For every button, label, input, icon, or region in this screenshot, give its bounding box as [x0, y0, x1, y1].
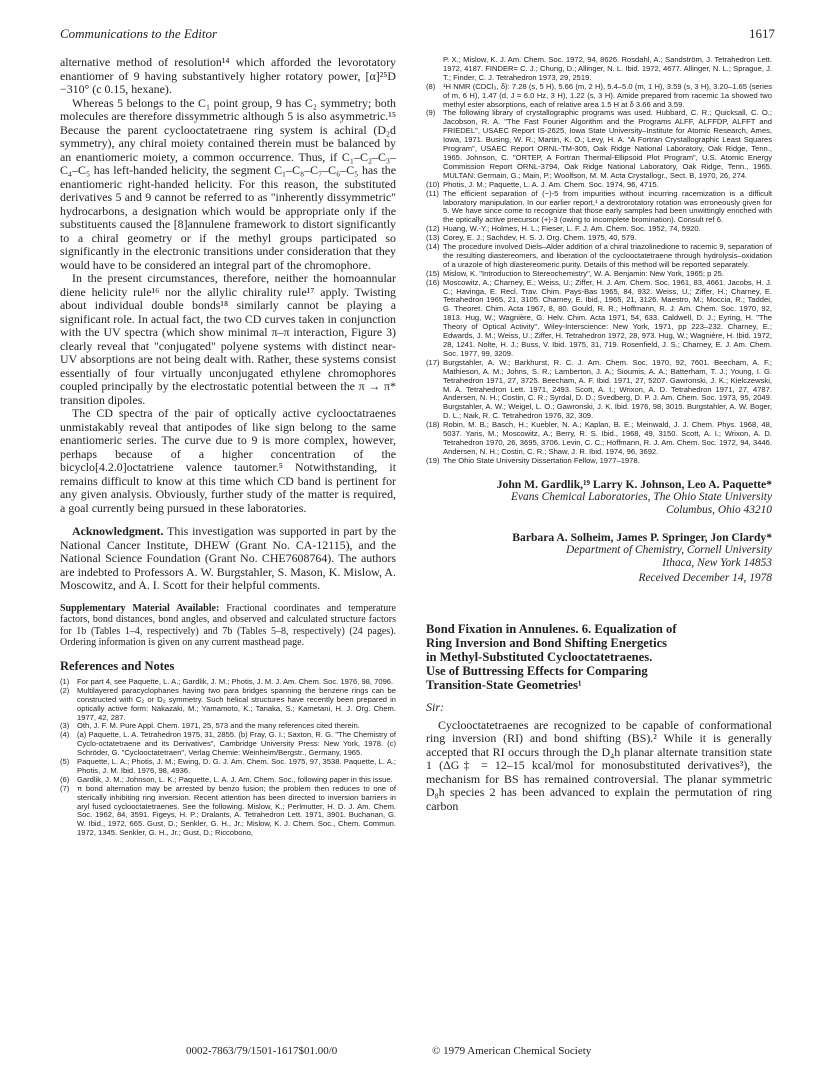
- received-date: Received December 14, 1978: [638, 571, 772, 584]
- article-code: 0002-7863/79/1501-1617$01.00/0: [186, 1045, 338, 1057]
- acknowledgment-text: This investigation was supported in part by the National Cancer Institute, DHEW (Grant No. CA-12115), and the National Science Foundation (Grant No. CHE7608764). The authors are indebted to Professors A. W. Burgstahler, S. Mason, K. Mislow, A. Moscowitz, and A. I. Scott for their helpful comments.: [60, 524, 396, 592]
- reference-text: Paquette, L. A.; Photis, J. M.; Ewing, D. G. J. Am. Chem. Soc. 1975, 97, 3538. Paquette, L. A.; Photis, J. M. Ibid. 1976, 98, 4936.: [77, 757, 396, 775]
- salutation: Sir:: [426, 699, 444, 714]
- right-column: [426, 56, 772, 813]
- reference-item: [426, 109, 772, 180]
- reference-item: [60, 687, 396, 723]
- author-block: [426, 478, 772, 584]
- reference-item: [426, 421, 772, 457]
- affiliation-1-line-2: Columbus, Ohio 43210: [665, 503, 772, 516]
- reference-number: (6): [60, 774, 70, 784]
- reference-item: [60, 731, 396, 758]
- body-paragraph: In the present circumstances, therefore, neither the homoannular diene helicity rule¹⁶ nor the allylic chirality rule¹⁷ apply. Twisting about individual double bonds¹⁸ similarly cannot be playing a significant role. In actual fact, the two CD curves taken in conjunction with the UV spectra (which show minimal π–π interaction, Figure 3) clearly reveal that "conjugated" polyene systems with distinct near-UV absorptions are not being dealt with. Rather, these systems consist essentially of four virtually unconjugated ethylene chromophores coupled principally by the electrostatic potential between the π → π* transition dipoles.: [60, 271, 396, 407]
- reference-item: [426, 359, 772, 421]
- reference-item: [60, 785, 396, 838]
- reference-text: ¹H NMR (CDCl₃, δ): 7.28 (s, 5 H), 5.66 (m, 2 H), 5.4–5.0 (m, 1 H), 3.59 (s, 3 H), 3.20–1.65 (series of m, 6 H), 1.47 (d, J = 6.0 Hz, 3 H), 1.22 (s, 3 H). Amide prepared from racemic 1a showed two methyl ester absorptions, each of relative area 1.5 H at δ 3.66 and 3.59.: [443, 81, 772, 109]
- reference-item: [426, 243, 772, 270]
- reference-item: [426, 56, 772, 83]
- reference-number: (9): [426, 108, 436, 118]
- reference-number: (17): [426, 357, 440, 367]
- reference-text: The procedure involved Diels–Alder addition of a chiral triazolinedione to racemic 9, separation of the resulting diastereomers, and liberation of the cyclooctatetraene through hydrolysis–oxidation of a urazole of high diastereomeric purity. Details of this method will be reported separately.: [443, 242, 772, 269]
- author-names-2: Barbara A. Solheim, James P. Springer, Jon Clardy*: [512, 530, 772, 544]
- reference-text: π bond alternation may be arrested by benzo fusion; the problem then reduces to one of sterically inhibiting ring inversion. Recent attention has been directed to inversion barriers in aryl fused cyclooctatetraenes. See the following. Mislow, K.; Perlmutter, H. D. J. Am. Chem. Soc. 1962, 84, 3591. Figeys, H. P.; Dralants, A. Tetrahedron Lett. 1971, 3901. Buchanan, G. W. Ibid., 1972, 665. Gust, D.; Senkler, G. H., Jr.; Mislow, K. J. Chem. Soc., Chem. Commun. 1972, 1345. Senkler, G. H., Jr.; Gust, D.; Riccobono,: [77, 783, 396, 838]
- reference-number: (7): [60, 783, 70, 793]
- article-title: [426, 622, 772, 692]
- affiliation-2-line-2: Ithaca, New York 14853: [662, 556, 772, 569]
- reference-text: Multilayered paracyclophanes having two para bridges spanning the benzene rings can be constructed with C₂ or D₂ symmetry. Such helical structures have recently been prepared in optically active form: Nakazaki, M.; Yamamoto, K.; Tanaka, S.; Kametani, H. J. Org. Chem. 1977, 42, 287.: [77, 685, 396, 722]
- acknowledgment: [60, 525, 396, 593]
- intro-paragraph: Cyclooctatetraenes are recognized to be capable of conformational ring inversion (RI) and bond shifting (BS).² While it is generally accepted that RI occurs through the D₄h planar alternate transition state 1 (ΔG‡ = 12–15 kcal/mol for monosubstituted derivatives³), the mechanism for BS has remained controversial. The planar symmetric D₈h species 2 has been advanced to explain the permutation of ring carbon: [426, 717, 772, 813]
- reference-number: (1): [60, 676, 70, 686]
- reference-text: For part 4, see Paquette, L. A.; Gardlik, J. M.; Photis, J. M. J. Am. Chem. Soc. 1976, 98, 7096.: [77, 676, 394, 686]
- reference-number: (14): [426, 242, 440, 252]
- reference-item: [426, 457, 772, 466]
- reference-number: (18): [426, 420, 440, 430]
- title-line: Use of Buttressing Effects for Comparing: [426, 663, 648, 678]
- copyright-notice: © 1979 American Chemical Society: [432, 1045, 592, 1057]
- references-heading: References and Notes: [60, 658, 175, 673]
- reference-text: The efficient separation of (−)-5 from impurities without incurring racemization is a difficult laboratory manipulation. In our earlier report,¹ a dextrorotatory rotation was erroneously given for 5. We have since come to recognize that those early samples had been unwittingly enriched with the optically active precursor (+)-3 (owing to incomplete bromination). Consult ref 6.: [443, 188, 772, 225]
- title-line: Ring Inversion and Bond Shifting Energetics: [426, 635, 668, 650]
- reference-item: [426, 279, 772, 359]
- reference-text: (a) Paquette, L. A. Tetrahedron 1975, 31, 2855. (b) Fray, G. I.; Saxton, R. G. "The Chemistry of Cyclo-octatetraene and its Derivatives", Cambridge University Press: New York, 1978. (c) Schröder, G. "Cyclooctatetraen", Verlag Chemie: Weinheim/Bergstr., Germany, 1965.: [77, 730, 396, 758]
- reference-text: Burgstahler, A. W.; Barkhurst, R. C. J. Am. Chem. Soc. 1970, 92, 7601. Beecham, A. F.; Mathieson, A. M.; Johns, S. R.; Lamberton, J. A.; Sioumis, A. A.; Batterham, T. J.; Young, I. G. Tetrahedron 1971, 27, 3725. Beecham, A. F. Ibid. 1971, 27, 5207. Gawronski, J. K.; Kielczewski, M. A. Tetrahedron Lett. 1971, 2493. Scott, A. I.; Wrixon, A. D. Tetrahedron 1971, 27, 4787. Andersen, N. H.; Costin, C. R.; Syrdal, D. D.; Svedberg, D. P. J. Am. Chem. Soc. 1973, 95, 2049. Burgstahler, A. W.; Weigel, L. O.; Gawronski, J. K. Ibid. 1976, 98, 3015. Burgstahler, A. W. Boger, D. L.; Naik, R. C. Tetrahedron 1976, 32, 309.: [443, 357, 772, 421]
- journal-section-header: Communications to the Editor: [60, 26, 218, 41]
- reference-text: Huang, W.-Y.; Holmes, H. L.; Fieser, L. F. J. Am. Chem. Soc. 1952, 74, 5920.: [443, 224, 701, 234]
- reference-number: (5): [60, 757, 70, 767]
- reference-text: Robin, M. B.; Basch, H.; Kuebler, N. A.; Kaplan, B. E.; Meinwald, J. J. Chem. Phys. 1968, 48, 5037. Yaris, M.; Moscowitz, A.; Berry, R. S. Ibid., 1968, 49, 3150. Scott, A. I.; Wrixon, A. D. Tetrahedron 1970, 26, 3695, 3706. Levin, C. C.; Hoffmann, R. J. Am. Chem. Soc. 1972, 94, 3446. Andersen, N. H.; Costin, C. R.; Shaw, J. R. Ibid. 1974, 96, 3692.: [443, 420, 772, 456]
- title-line: Transition-State Geometries¹: [426, 677, 582, 692]
- reference-text: The Ohio State University Dissertation Fellow, 1977–1978.: [443, 455, 640, 465]
- reference-number: (8): [426, 81, 436, 91]
- reference-item: [426, 190, 772, 226]
- reference-number: (12): [426, 224, 440, 234]
- reference-text: Oth, J. F. M. Pure Appl. Chem. 1971, 25, 573 and the many references cited therein.: [77, 721, 360, 731]
- acknowledgment-label: Acknowledgment.: [72, 524, 164, 538]
- title-line: Bond Fixation in Annulenes. 6. Equalization of: [426, 621, 677, 636]
- body-paragraph: The CD spectra of the pair of optically active cyclooctatraenes unmistakably reveal that antipodes of like sign belong to the same enantiomeric series. The curve due to 9 is more complex, however, perhaps because of a higher concentration of the bicyclo[4.2.0]octatriene valence tautomer.⁵ Notwithstanding, it remains difficult to know at this time which CD band is pertinent for any given analysis. Obviously, further study of the matter is required, a goal currently being pursued in these laboratories.: [60, 406, 396, 515]
- author-names-1: John M. Gardlik,¹⁹ Larry K. Johnson, Leo A. Paquette*: [496, 477, 772, 491]
- body-paragraph: Whereas 5 belongs to the C₁ point group, 9 has C₂ symmetry; both molecules are therefore dissymmetric although 5 is also asymmetric.¹⁵ Because the parent cyclooctatetraene ring system is achiral (D₂d symmetry), any chiral moiety contained therein must be balanced by an enantiomeric moiety, a common occurrence. Thus, if C₁–C₂–C₃–C₄–C₅ has left-handed helicity, the segment C₁–C₈–C₇–C₆–C₅ has the enantiomeric right-handed helicity. For this reason, the substituted derivatives 5 and 9 cannot be referred to as "inherently dissymmetric" hydrocarbons, a designation which would be appropriate only if the substituents caused the [8]annulene framework to distort significantly to a chiral geometry or if the methyl groups participated so significantly in the electronic transitions under consideration that they would have to be considered an integral part of the chromophore.: [60, 95, 396, 272]
- reference-text: Corey, E. J.; Sachdev, H. S. J. Org. Chem. 1975, 40, 579.: [443, 233, 637, 243]
- left-column: [60, 56, 396, 838]
- reference-number: (13): [426, 233, 440, 243]
- reference-text: The following library of crystallographic programs was used. Hubbard, C. R.; Quicksall, C. O.; Jacobson, R. A. "The Fast Fourier Algorithm and the Programs ALFF, ALFFDP, ALFFT and FRIEDEL", USAEC Report IS-2625, Iowa State University–Institute for Atomic Research, Ames, Iowa, 1971. Busing, W. R.; Martin, K. O.; Levy, H. A. "A Fortran Crystallographic Least Squares Program", USAEC Report ORNL-TM-305, Oak Ridge National Laboratory, Oak Ridge, Tenn., 1965. Johnson, C. "ORTEP, A Fortran Thermal-Ellipsoid Plot Program", U.S. Atomic Energy Commission Report ORNL-3794, Oak Ridge National Laboratory, Oak Ridge, Tenn., 1965. MULTAN: Germain, G.; Main, P.; Woolfson, M. M. Acta Crystallogr., Sect. B, 1970, 26, 274.: [443, 108, 772, 180]
- references-list-left: [60, 678, 396, 838]
- reference-number: (19): [426, 455, 440, 465]
- supplementary-text: Fractional coordinates and temperature factors, bond distances, bond angles, and observed and calculated structure factors for 1b (Tables 1–4, respectively) and 7b (Tables 5–8, respectively) (24 pages). Ordering information is given on any current masthead page.: [60, 602, 396, 649]
- references-list-right: [426, 56, 772, 466]
- affiliation-1-line-1: Evans Chemical Laboratories, The Ohio State University: [510, 490, 772, 503]
- reference-text: Photis, J. M.; Paquette, L. A. J. Am. Chem. Soc. 1974, 96, 4715.: [443, 179, 659, 189]
- reference-item: [60, 758, 396, 776]
- reference-number: (16): [426, 277, 440, 287]
- reference-number: (11): [426, 188, 439, 198]
- body-paragraph: alternative method of resolution¹⁴ which afforded the levorotatory enantiomer of 9 having substantively higher rotatory power, [α]²⁵D −310° (c 0.15, hexane).: [60, 55, 396, 96]
- supplementary-label: Supplementary Material Available:: [60, 602, 220, 614]
- reference-text: Mislow, K. "Introduction to Stereochemistry", W. A. Benjamin: New York, 1965; p 25.: [443, 268, 725, 278]
- reference-number: (10): [426, 179, 440, 189]
- reference-text: Moscowitz, A.; Charney, E.; Weiss, U.; Ziffer, H. J. Am. Chem. Soc. 1961, 83, 4661. Jacobs, H. J. C.; Havinga, E. Recl. Trav. Chim. Pays-Bas 1965, 84, 932. Weiss, U.; Ziffer, H.; Charney, E. Tetrahedron 1965, 21, 3105. Charney, E. Ibid., 1965, 21, 3126. Maestro, M.; Moccia, R.; Taddei, G. Theoret. Chim. Acta 1967, 8, 80. Gould, R. R.; Hoffmann, R. J. Am. Chem. Soc. 1970, 92, 1813. Hug, W.; Wagnière, G. Helv. Chim. Acta 1971, 54, 633. Caldwell, D. J.; Eyring, H. "The Theory of Optical Activity", Wiley-Interscience: New York, 1971, pp 223–232. Charney, E.; Edwards, J. M.; Weiss, U.; Ziffer, H. Tetrahedron 1972, 28, 973. Hug, W.; Wagnière, H. Ibid. 1972, 28, 1241. Nolte, H. J.; Buss, V. Ibid. 1975, 31, 719. Rosenfield, J. S.; Charney, E. J. Am. Chem. Soc. 1977, 99, 3209.: [443, 277, 772, 358]
- page-number: 1617: [749, 26, 775, 41]
- title-line: in Methyl-Substituted Cyclooctatetraenes.: [426, 649, 653, 664]
- supplementary-material: [60, 603, 396, 649]
- reference-number: [426, 56, 443, 83]
- affiliation-2-line-1: Department of Chemistry, Cornell University: [566, 543, 772, 556]
- reference-item: [426, 83, 772, 110]
- reference-number: (4): [60, 730, 70, 740]
- reference-number: (3): [60, 721, 70, 731]
- reference-number: (15): [426, 268, 440, 278]
- reference-text: Gardlik, J. M.; Johnson, L. K.; Paquette, L. A. J. Am. Chem. Soc., following paper in this issue.: [77, 774, 393, 784]
- reference-text: P. X.; Mislow, K. J. Am. Chem. Soc. 1972, 94, 8626. Rosdahl, A.; Sandström, J. Tetrahedron Lett. 1972, 4187. FINDER= C. J.; Chung, D.; Allinger, N. L. Ibid. 1972, 4677. Allinger, N. L.; Sprague, J. T.; Finder, C. J. Tetrahedron 1973, 29, 2519.: [443, 55, 772, 82]
- reference-number: (2): [60, 685, 70, 695]
